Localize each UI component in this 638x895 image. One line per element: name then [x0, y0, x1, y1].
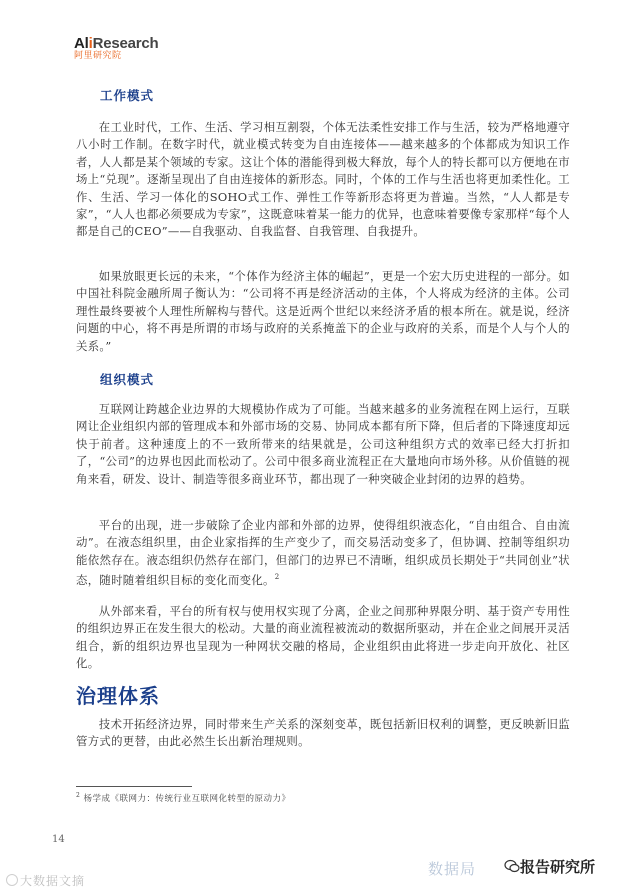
org-mode-paragraph-2-text: 平台的出现，进一步破除了企业内部和外部的边界，使得组织液态化，“自由组合、自由流动”。在液态组织里，由企业家指挥的生产变少了，而交易活动变多了，但协调、控制等组织功能依然存在。液态组织仍然存在部门，但部门的边界已不清晰，组织成员长期处于“共同创业”状态，随时随着组织目标的变化而变化。	[76, 518, 570, 588]
logo-research: Research	[92, 35, 159, 52]
governance-paragraph-1: 技术开拓经济边界，同时带来生产关系的深刻变革，既包括新旧权利的调整，更反映新旧监管方式的更替，由此必然生长出新治理规则。	[76, 717, 570, 749]
work-mode-paragraph-1: 在工业时代，工作、生活、学习相互割裂，个体无法柔性安排工作与生活，较为严格地遵守八小时工作制。在数字时代，就业模式转变为自由连接体——越来越多的个体都成为知识工作者，人人都是某个领域的专家。这让个体的潜能得到极大释放，每个人的特长都可以方便地在市场上“兑现”。逐渐呈现出了自由连接体的新形态。同时，个体的工作与生活也将更加柔性化。工作、生活、学习一体化的SOHO式工作、弹性工作等新形态将更为普遍。当然，“人人都是专家”，“人人也都必须要成为专家”，这既意味着某一能力的优异，也意味着要像专家那样“每个人都是自己的CEO”——自我驱动、自我监督、自我管理、自我提升。	[76, 120, 570, 239]
page-number: 14	[52, 834, 65, 845]
heading-org-mode: 组织模式	[100, 372, 155, 387]
work-mode-paragraph-2: 如果放眼更长远的未来，“个体作为经济主体的崛起”，更是一个宏大历史进程的一部分。如中国社科院金融所周子衡认为：“公司将不再是经济活动的主体，个人将成为经济的主体。公司理性最终要被个人理性所解构与替代。这是近两个世纪以来经济矛盾的根本所在。就是说，经济问题的中心，将不再是所谓的市场与政府的关系掩盖下的企业与政府的关系，而是个人与个人的关系。”	[76, 269, 570, 353]
footnote-divider	[76, 786, 192, 787]
watermark-right: 报告研究所	[520, 858, 596, 876]
logo-i: i	[88, 35, 93, 52]
org-mode-paragraph-2	[76, 517, 570, 589]
footnote-ref: 2	[274, 573, 280, 582]
org-mode-paragraph-1: 互联网让跨越企业边界的大规模协作成为了可能。当越来越多的业务流程在网上运行，互联网让企业组织内部的管理成本和外部市场的交易、协同成本都有所下降，但后者的下降速度却远快于前者。这种速度上的不一致所带来的结果就是，公司这种组织方式的效率已经大打折扣了，“公司”的边界也因此而松动了。公司中很多商业流程正在大量地向市场外移。从价值链的视角来看，研发、设计、制造等很多商业环节，都出现了一种突破企业封闭的边界的趋势。	[76, 402, 570, 486]
watermark-circle-icon	[6, 874, 18, 886]
heading-governance: 治理体系	[76, 684, 160, 708]
footnote-text: 杨学成《联网力：传统行业互联网化转型的原动力》	[83, 794, 291, 804]
org-mode-paragraph-3: 从外部来看，平台的所有权与使用权实现了分离，企业之间那种界限分明、基于资产专用性的组织边界正在发生很大的松动。大量的商业流程被流动的数据所驱动，并在企业之间展开灵活组合，新的组织边界也呈现为一种网状交融的格局，企业组织由此将进一步走向开放化、社区化。	[76, 604, 570, 671]
footnote	[76, 792, 291, 804]
heading-work-mode: 工作模式	[100, 88, 155, 103]
watermark-left	[6, 872, 85, 889]
watermark-mid: 数据局	[428, 860, 477, 878]
logo-subtitle: 阿里研究院	[74, 51, 122, 61]
logo-ali: Al	[74, 35, 89, 52]
aliresearch-logo	[74, 36, 159, 61]
footnote-number: 2	[76, 792, 81, 800]
wechat-icon	[504, 858, 520, 874]
watermark-left-text: 大数据文摘	[20, 874, 86, 888]
